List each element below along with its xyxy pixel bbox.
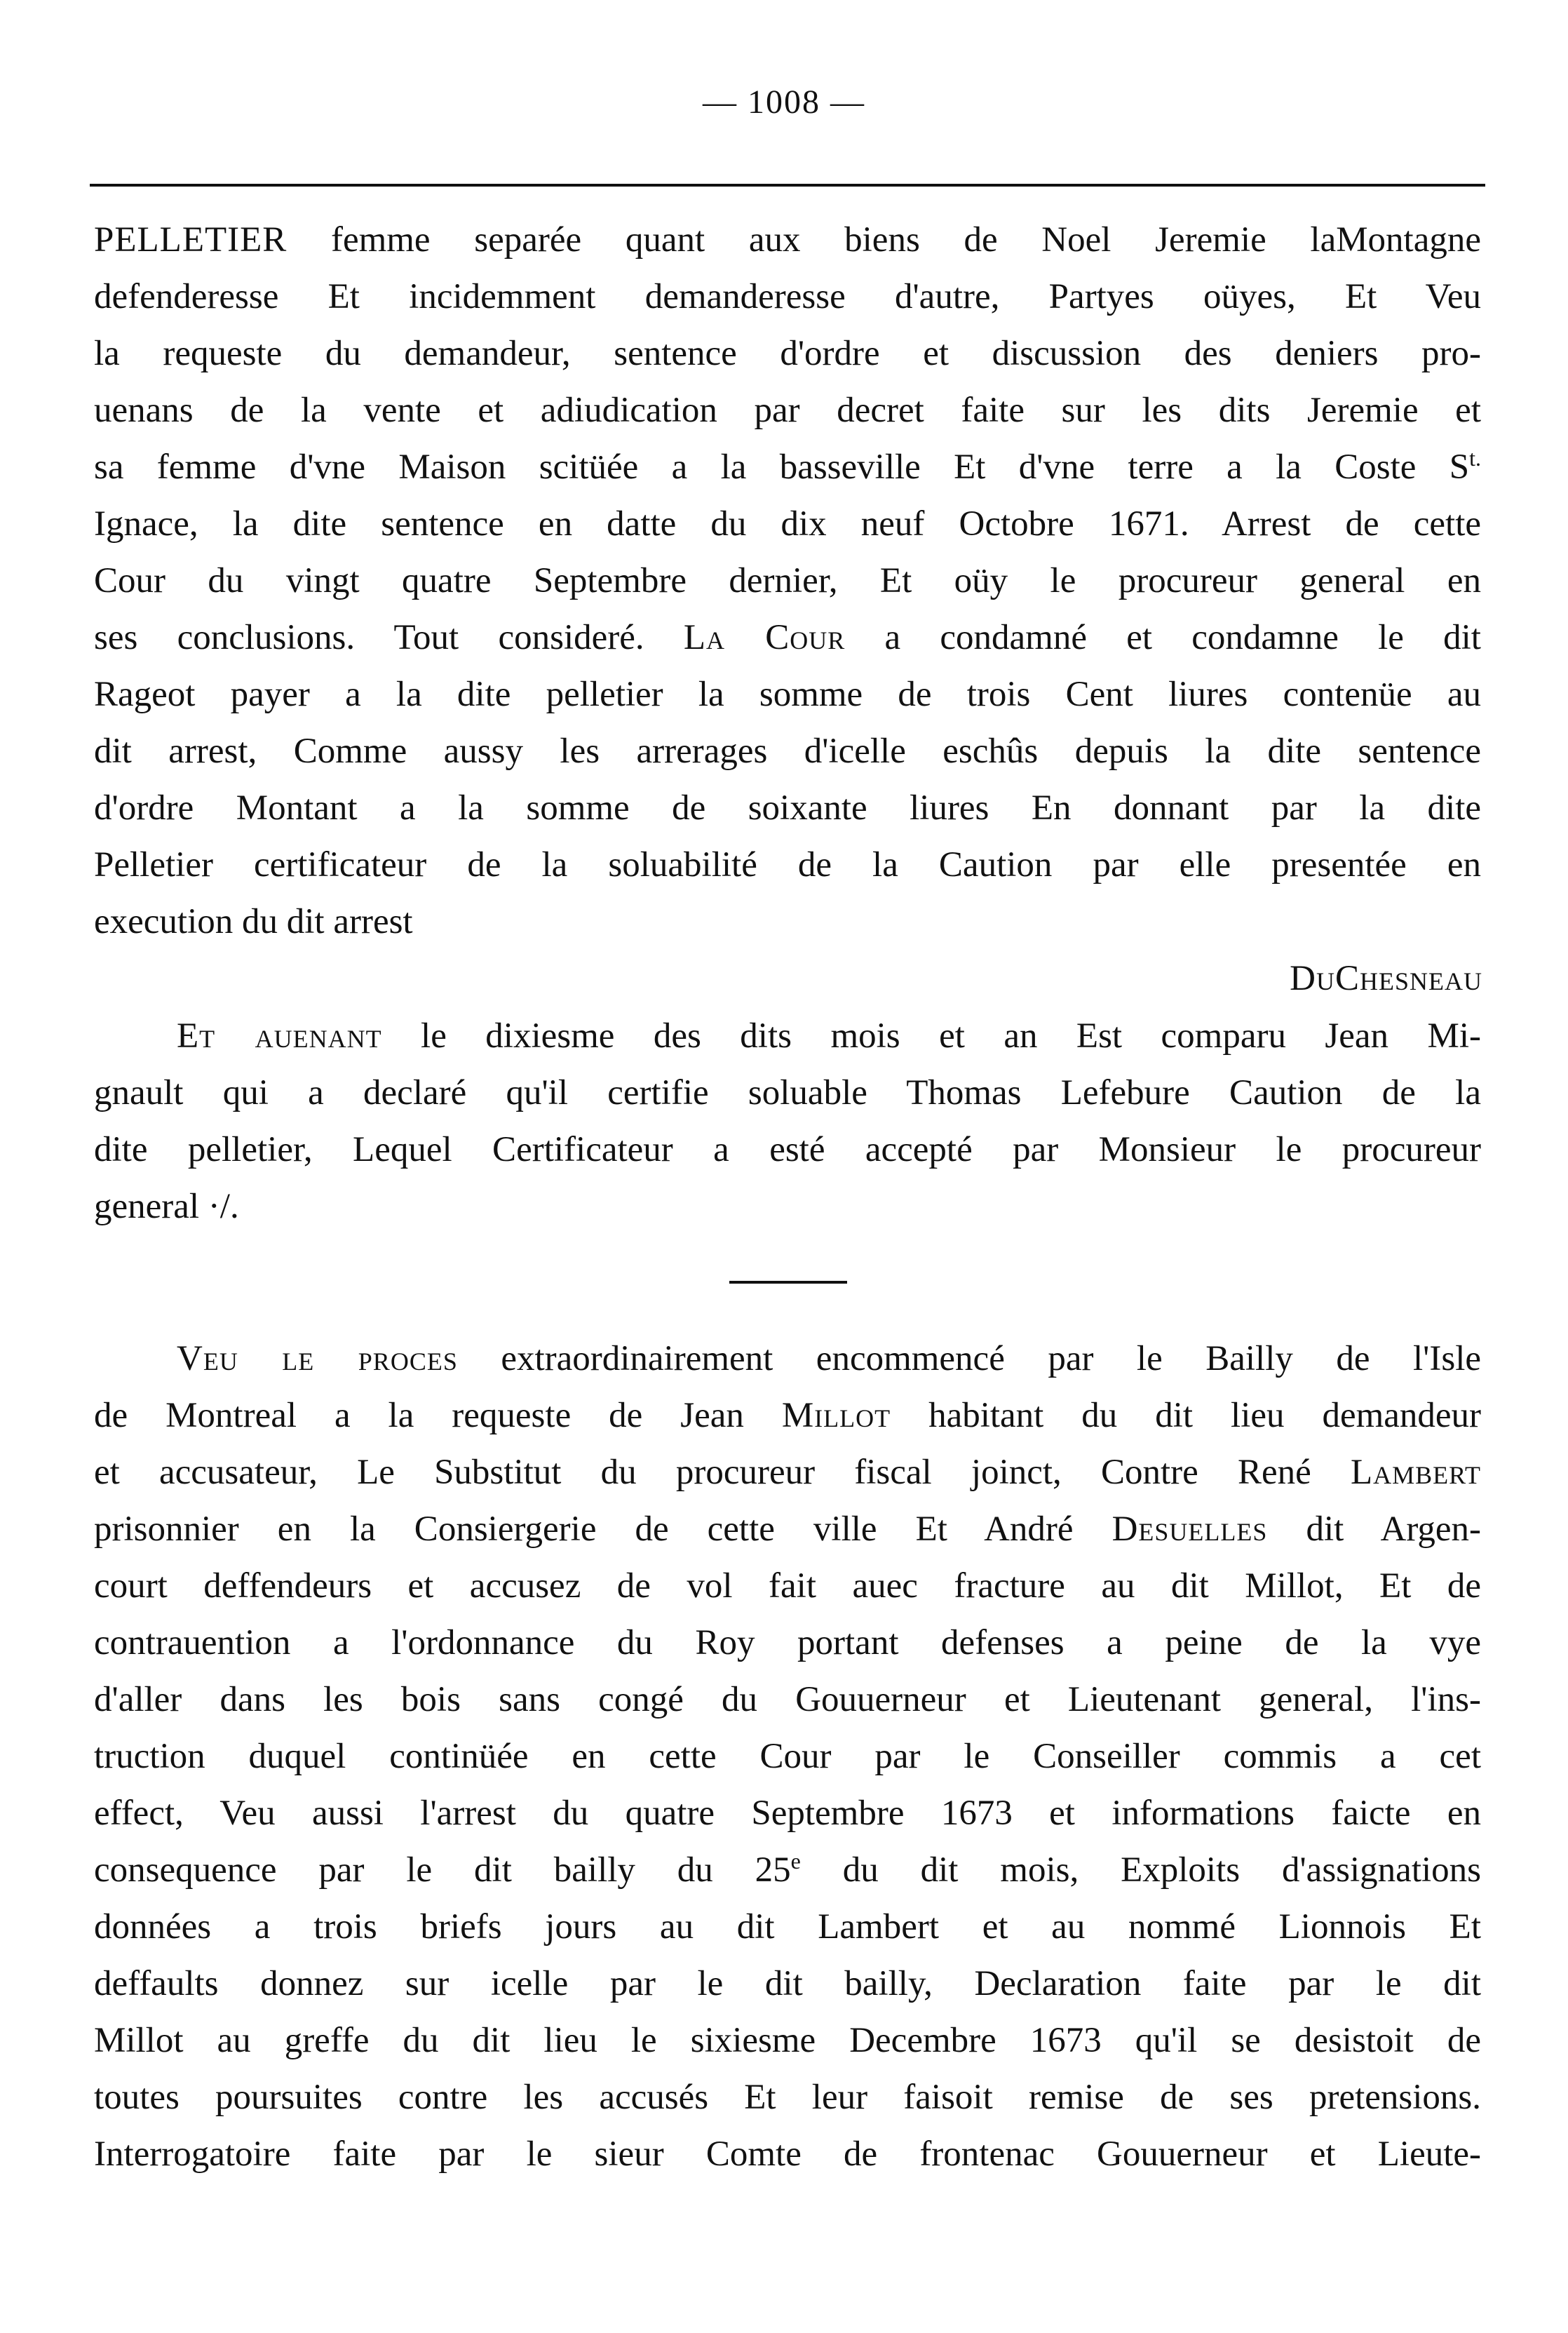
line-text: extraordinairement encommencé par le Bailly de l'Isle (457, 1339, 1481, 1378)
text-line (94, 439, 1481, 496)
line-text: sa femme d'vne Maison scitüée a la basseville Et d'vne terre a la Coste S (94, 448, 1470, 487)
text-line: dit arrest, Comme aussy les arrerages d'icelle eschûs depuis la dite sentence (94, 732, 1481, 771)
person-name: Lambert (1350, 1453, 1481, 1492)
text-line: Millot au greffe du dit lieu le sixiesme Decembre 1673 qu'il se desistoit de (94, 2021, 1481, 2060)
text-line: Ignace, la dite sentence en datte du dix neuf Octobre 1671. Arrest de cette (94, 504, 1481, 544)
text-line: uenans de la vente et adiudication par decret faite sur les dits Jeremie et (94, 391, 1481, 430)
text-line: gnault qui a declaré qu'il certifie soluable Thomas Lefebure Caution de la (94, 1073, 1481, 1112)
text-line: contrauention a l'ordonnance du Roy portant defenses a peine de la vye (94, 1623, 1481, 1662)
line-text: de Montreal a la requeste de Jean (94, 1396, 782, 1435)
text-line: deffaults donnez sur icelle par le dit bailly, Declaration faite par le dit (94, 1964, 1481, 2003)
text-line: dite pelletier, Lequel Certificateur a esté accepté par Monsieur le procureur (94, 1130, 1481, 1169)
line-text: et accusateur, Le Substitut du procureur fiscal joinct, Contre René (94, 1453, 1351, 1492)
section-divider (729, 1281, 847, 1284)
text-line: Rageot payer a la dite pelletier la somme de trois Cent liures contenüe au (94, 675, 1481, 714)
text-line: d'aller dans les bois sans congé du Gouuerneur et Lieutenant general, l'ins- (94, 1680, 1481, 1719)
text-line: Interrogatoire faite par le sieur Comte de frontenac Gouuerneur et Lieute- (94, 2134, 1481, 2174)
text-line (94, 1501, 1481, 1558)
page-number: — 1008 — (703, 83, 865, 121)
text-line (94, 1842, 1481, 1899)
text-line: defenderesse Et incidemment demanderesse d'autre, Partyes oüyes, Et Veu (94, 277, 1481, 316)
text-line: execution du dit arrest (94, 902, 413, 941)
line-text: consequence par le dit bailly du 25 (94, 1850, 791, 1890)
text-line: toutes poursuites contre les accusés Et leur faisoit remise de ses pretensions. (94, 2078, 1481, 2117)
text-line: effect, Veu aussi l'arrest du quatre Septembre 1673 et informations faicte en (94, 1794, 1481, 1833)
paragraph-certification (94, 1008, 1481, 1235)
text-line (94, 212, 1481, 269)
text-line: données a trois briefs jours au dit Lambert et au nommé Lionnois Et (94, 1907, 1481, 1947)
header-rule (90, 184, 1485, 187)
text-line: d'ordre Montant a la somme de soixante liures En donnant par la dite (94, 788, 1481, 828)
court-name: La Cour (683, 618, 846, 657)
signature-duchesneau: DuChesneau (1290, 959, 1482, 998)
superscript: t. (1469, 445, 1481, 471)
text-line (94, 1008, 1481, 1065)
text-line: la requeste du demandeur, sentence d'ordre et discussion des deniers pro- (94, 334, 1481, 373)
line-text: ses conclusions. Tout consideré. (94, 618, 684, 657)
line-text: prisonnier en la Consiergerie de cette ville Et André (94, 1510, 1112, 1549)
person-name: Desuelles (1111, 1510, 1268, 1549)
text-line (94, 1444, 1481, 1501)
text-line: Pelletier certificateur de la soluabilité de la Caution par elle presentée en (94, 845, 1481, 885)
person-name: Millot (781, 1396, 891, 1435)
line-text: le dixiesme des dits mois et an Est comparu Jean Mi- (381, 1016, 1481, 1056)
opening-words: Veu le proces (177, 1339, 458, 1378)
superscript: e (790, 1848, 801, 1874)
text-line: court deffendeurs et accusez de vol fait auec fracture au dit Millot, Et de (94, 1566, 1481, 1606)
text-line: general ·/. (94, 1187, 239, 1226)
text-line (94, 610, 1481, 666)
text-line (94, 1387, 1481, 1444)
line-text: femme separée quant aux biens de Noel Jeremie laMontagne (287, 220, 1481, 260)
line-text: habitant du dit lieu demandeur (891, 1396, 1482, 1435)
line-text: du dit mois, Exploits d'assignations (800, 1850, 1482, 1890)
line-text: dit Argen- (1267, 1510, 1482, 1549)
text-line: Cour du vingt quatre Septembre dernier, Et oüy le procureur general en (94, 561, 1481, 600)
text-line: truction duquel continüée en cette Cour par le Conseiller commis a cet (94, 1737, 1481, 1776)
paragraph-pelletier-judgment (94, 212, 1481, 950)
text-line (94, 1331, 1481, 1387)
paragraph-millot-proces (94, 1331, 1481, 2183)
line-text: a condamné et condamne le dit (845, 618, 1481, 657)
opening-words: Et auenant (177, 1016, 382, 1056)
party-name: PELLETIER (94, 220, 288, 260)
